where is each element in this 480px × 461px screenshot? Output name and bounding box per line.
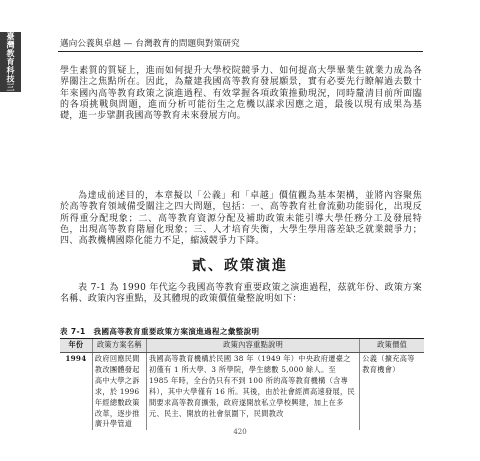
column-header-policy-name: 政策方案名稱 <box>92 339 146 353</box>
running-header: 邁向公義與卓越 — 台灣教育的問題與對策研究 <box>60 39 240 49</box>
paragraph-1: 學生素質的質疑上，進而如何提升大學校院競爭力、如何提高大學畢業生就業力成為各界關注之焦點所在。因此，為釐建我國高等教育發展願景，實有必要先行瞭解過去數十年來國內高等教育政策之演進過程、有效掌握各項政策推動現況，同時釐清目前所面臨的各項挑戰與問題，進而分析可能衍生之危機以謀求因應之道，最後以現有成果為基礎，進一步擘劃我國高等教育未來發展方向。 <box>60 66 422 122</box>
side-tab: 臺灣教育科技三 <box>0 32 21 92</box>
cell-content: 我國高等教育機構於民國 38 年（1949 年）中央政府遷臺之初僅有 1 所大學、3 所學院，學生總數 5,000 餘人。至 1985 年時，全台仍只有不到 100 所的高等教育機構（含專科），其中大學僅有 16 所。其後，由於社會經濟高速發展，民間要求高等教育擴張，政府遂開放私立學校興建，加上在多元、民主、開放的社會氛圍下，民間教改 <box>146 353 359 431</box>
column-header-content: 政策內容重點說明 <box>146 339 359 353</box>
cell-policy-name: 政府回應民間教改團體發起高中大學之訴求，於 1996 年經總數政策改革，逐步推廣升學管道 <box>92 353 146 431</box>
policy-table <box>60 338 424 430</box>
header-rule <box>58 51 423 52</box>
cell-value: 公義（擴充高等教育機會） <box>360 353 424 431</box>
table-header-row <box>60 339 424 353</box>
cell-year: 1994 <box>65 354 87 363</box>
table-row <box>60 353 424 431</box>
paragraph-2: 為達成前述目的，本章擬以「公義」和「卓越」價值觀為基本架構，並將內容聚焦於高等教育領域備受關注之四大問題，包括：一、高等教育社會流動功能弱化，出現反所得重分配現象；二、高等教育資源分配及補助政策未能引導大學任務分工及發展特色，出現高等教育階層化現象；三、人才培育失衡，大學生學用落差缺乏就業競爭力；四、高教機構國際化能力不足，縮減競爭力下降。 <box>60 191 422 247</box>
paragraph-3: 表 7-1 為 1990 年代迄今我國高等教育重要政策之演進過程，茲就年份、政策方案名稱、政策內容重點，及其體現的政策價值彙整說明如下： <box>60 283 422 305</box>
section-title: 貳、政策演進 <box>192 258 288 274</box>
column-header-value: 政策價值 <box>360 339 424 353</box>
table-caption: 表 7-1 我國高等教育重要政策方案演進過程之彙整說明 <box>60 327 260 336</box>
page-number: 420 <box>233 428 247 436</box>
column-header-year: 年份 <box>60 339 92 353</box>
